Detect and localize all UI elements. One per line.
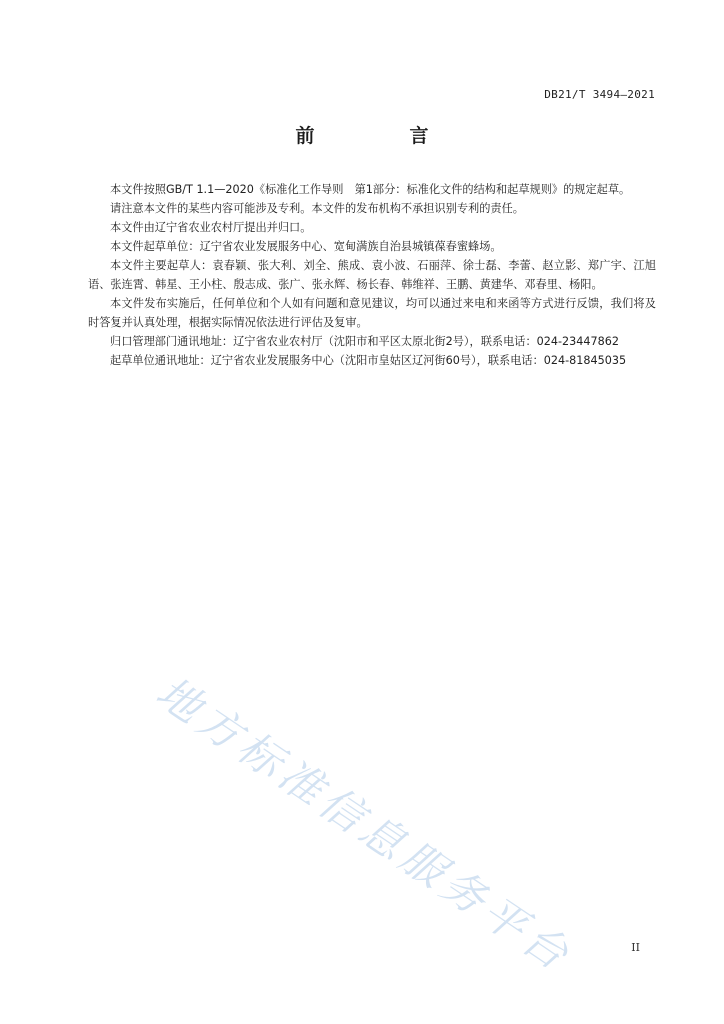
page-title: 前 言 bbox=[295, 125, 467, 147]
paragraph-admin-contact: 归口管理部门通讯地址：辽宁省农业农村厅（沈阳市和平区太原北街2号），联系电话：024-23447862 bbox=[110, 335, 619, 348]
page-number: II bbox=[631, 941, 640, 954]
foreword-body bbox=[88, 180, 656, 370]
watermark-text: 地方标准信息服务平台 bbox=[147, 667, 582, 983]
paragraph-drafting-units: 本文件起草单位：辽宁省农业发展服务中心、宽甸满族自治县城镇葆春蜜蜂场。 bbox=[110, 240, 502, 253]
standard-code: DB21/T 3494—2021 bbox=[544, 88, 655, 101]
paragraph-patent-notice: 请注意本文件的某些内容可能涉及专利。本文件的发布机构不承担识别专利的责任。 bbox=[110, 202, 524, 215]
paragraph-drafters: 本文件主要起草人：袁春颖、张大利、刘全、熊成、袁小波、石丽萍、徐士磊、李蕾、赵立影、郑广宇、江旭语、张连霄、韩星、王小柱、殷志成、张广、张永辉、杨长春、韩维祥、王鹏、黄建华、邓春里、杨阳。 bbox=[88, 259, 656, 291]
paragraph-feedback: 本文件发布实施后，任何单位和个人如有问题和意见建议，均可以通过来电和来函等方式进行反馈，我们将及时答复并认真处理，根据实际情况依法进行评估及复审。 bbox=[88, 297, 656, 329]
paragraph-drafter-contact: 起草单位通讯地址：辽宁省农业发展服务中心（沈阳市皇姑区辽河街60号），联系电话：024-81845035 bbox=[110, 354, 627, 367]
paragraph-proposer: 本文件由辽宁省农业农村厅提出并归口。 bbox=[110, 221, 312, 234]
paragraph-drafting-basis: 本文件按照GB/T 1.1—2020《标准化工作导则 第1部分：标准化文件的结构和起草规则》的规定起草。 bbox=[110, 183, 631, 196]
